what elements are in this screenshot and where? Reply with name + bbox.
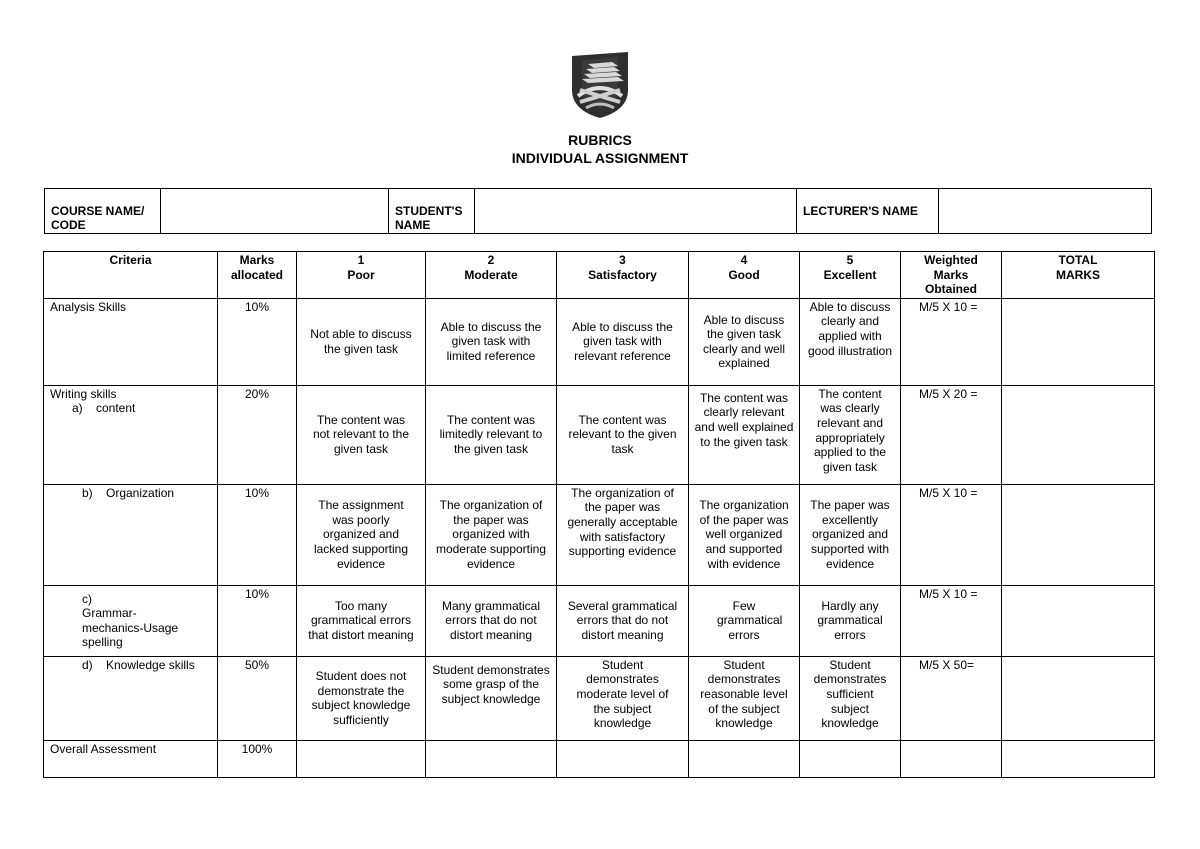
scale-5-number: 5 bbox=[846, 253, 854, 267]
total-marks-cell[interactable] bbox=[1002, 740, 1155, 777]
sub-item-text: content bbox=[96, 401, 136, 416]
scale-5-label: Excellent bbox=[823, 267, 877, 282]
moderate-cell: Student demonstrates some grasp of the subject knowledge bbox=[426, 656, 557, 740]
moderate-cell: Able to discuss the given task with limited reference bbox=[426, 298, 557, 385]
poor-cell: Not able to discuss the given task bbox=[297, 298, 426, 385]
sub-item-text: Grammar-mechanics-Usage spelling bbox=[82, 606, 179, 650]
student-name-field[interactable] bbox=[475, 189, 797, 234]
poor-cell: The content was not relevant to the given task bbox=[297, 385, 426, 484]
rubric-table bbox=[43, 251, 1155, 778]
lecturer-name-label: LECTURER'S NAME bbox=[797, 189, 939, 234]
total-marks-cell[interactable] bbox=[1002, 585, 1155, 656]
student-name-label: STUDENT'S NAME bbox=[389, 189, 475, 234]
rubric-header-row bbox=[44, 252, 1155, 299]
satisfactory-cell bbox=[557, 740, 689, 777]
sub-item-label: c) bbox=[82, 591, 92, 606]
criteria-sub-item bbox=[50, 401, 214, 416]
excellent-cell: Able to discuss clearly and applied with good illustration bbox=[800, 298, 901, 385]
scale-2-label: Moderate bbox=[464, 267, 518, 282]
excellent-cell: Hardly any grammatical errors bbox=[800, 585, 901, 656]
marks-cell: 10% bbox=[218, 484, 297, 585]
good-cell bbox=[689, 740, 800, 777]
poor-cell: The assignment was poorly organized and lacked supporting evidence bbox=[297, 484, 426, 585]
poor-cell: Too many grammatical errors that distort meaning bbox=[297, 585, 426, 656]
satisfactory-cell: Able to discuss the given task with relevant reference bbox=[557, 298, 689, 385]
header-weighted-marks: Weighted Marks Obtained bbox=[901, 252, 1002, 299]
marks-cell: 50% bbox=[218, 656, 297, 740]
excellent-cell bbox=[800, 740, 901, 777]
table-row bbox=[44, 385, 1155, 484]
satisfactory-cell: The content was relevant to the given task bbox=[557, 385, 689, 484]
header-scale-2 bbox=[426, 252, 557, 299]
marks-cell: 20% bbox=[218, 385, 297, 484]
satisfactory-cell: Several grammatical errors that do not distort meaning bbox=[557, 585, 689, 656]
good-cell: Student demonstrates reasonable level of the subject knowledge bbox=[689, 656, 800, 740]
header-scale-1 bbox=[297, 252, 426, 299]
criteria-sub-item bbox=[50, 592, 214, 650]
total-marks-cell[interactable] bbox=[1002, 484, 1155, 585]
criteria-cell: Overall Assessment bbox=[44, 740, 218, 777]
course-name-label: COURSE NAME/ CODE bbox=[45, 189, 161, 234]
marks-cell: 10% bbox=[218, 298, 297, 385]
weighted-marks-cell[interactable]: M/5 X 50= bbox=[901, 656, 1002, 740]
total-marks-cell[interactable] bbox=[1002, 656, 1155, 740]
total-marks-cell[interactable] bbox=[1002, 298, 1155, 385]
sub-item-text: Organization bbox=[106, 485, 175, 500]
criteria-cell bbox=[44, 585, 218, 656]
moderate-cell: The content was limitedly relevant to the given task bbox=[426, 385, 557, 484]
table-row bbox=[44, 484, 1155, 585]
table-row bbox=[44, 740, 1155, 777]
weighted-marks-cell[interactable]: M/5 X 10 = bbox=[901, 585, 1002, 656]
total-marks-cell[interactable] bbox=[1002, 385, 1155, 484]
marks-cell: 10% bbox=[218, 585, 297, 656]
satisfactory-cell: The organization of the paper was generally acceptable with satisfactory supporting evidence bbox=[557, 484, 689, 585]
sub-item-label: d) bbox=[82, 657, 93, 672]
moderate-cell bbox=[426, 740, 557, 777]
sub-item-text: Knowledge skills bbox=[106, 657, 195, 672]
excellent-cell: Student demonstrates sufficient subject knowledge bbox=[800, 656, 901, 740]
lecturer-name-field[interactable] bbox=[939, 189, 1152, 234]
poor-cell bbox=[297, 740, 426, 777]
table-row bbox=[44, 585, 1155, 656]
title-line-rubrics: RUBRICS bbox=[568, 132, 632, 148]
excellent-cell: The content was clearly relevant and appropriately applied to the given task bbox=[800, 385, 901, 484]
good-cell: Able to discuss the given task clearly and well explained bbox=[689, 298, 800, 385]
table-row bbox=[44, 656, 1155, 740]
scale-3-number: 3 bbox=[619, 253, 626, 267]
sub-item-label: a) bbox=[72, 401, 83, 416]
scale-4-label: Good bbox=[728, 267, 760, 282]
good-cell: The organization of the paper was well organized and supported with evidence bbox=[689, 484, 800, 585]
criteria-label: Writing skills bbox=[50, 386, 117, 401]
criteria-cell: Analysis Skills bbox=[44, 298, 218, 385]
sub-item-label: b) bbox=[82, 485, 93, 500]
criteria-cell bbox=[44, 656, 218, 740]
scale-4-number: 4 bbox=[740, 253, 748, 267]
satisfactory-cell: Student demonstrates moderate level of the subject knowledge bbox=[557, 656, 689, 740]
header-scale-5 bbox=[800, 252, 901, 299]
good-cell: The content was clearly relevant and well explained to the given task bbox=[689, 385, 800, 484]
poor-cell: Student does not demonstrate the subject knowledge sufficiently bbox=[297, 656, 426, 740]
document-title bbox=[0, 131, 1200, 167]
moderate-cell: The organization of the paper was organized with moderate supporting evidence bbox=[426, 484, 557, 585]
marks-cell: 100% bbox=[218, 740, 297, 777]
scale-3-label: Satisfactory bbox=[588, 267, 657, 282]
weighted-marks-cell[interactable]: M/5 X 20 = bbox=[901, 385, 1002, 484]
criteria-cell bbox=[44, 385, 218, 484]
good-cell: Few grammatical errors bbox=[689, 585, 800, 656]
excellent-cell: The paper was excellently organized and supported with evidence bbox=[800, 484, 901, 585]
weighted-marks-cell[interactable]: M/5 X 10 = bbox=[901, 298, 1002, 385]
info-table bbox=[44, 188, 1152, 234]
header-scale-4 bbox=[689, 252, 800, 299]
weighted-marks-cell[interactable] bbox=[901, 740, 1002, 777]
criteria-cell bbox=[44, 484, 218, 585]
university-crest-icon bbox=[568, 50, 632, 120]
criteria-sub-item bbox=[50, 486, 214, 501]
title-line-assignment: INDIVIDUAL ASSIGNMENT bbox=[511, 150, 689, 166]
header-criteria: Criteria bbox=[44, 252, 218, 299]
moderate-cell: Many grammatical errors that do not distort meaning bbox=[426, 585, 557, 656]
table-row bbox=[44, 298, 1155, 385]
header-total-marks: TOTAL MARKS bbox=[1002, 252, 1155, 299]
course-name-field[interactable] bbox=[161, 189, 389, 234]
weighted-marks-cell[interactable]: M/5 X 10 = bbox=[901, 484, 1002, 585]
scale-1-number: 1 bbox=[357, 253, 365, 267]
header-marks: Marks allocated bbox=[218, 252, 297, 299]
header-scale-3 bbox=[557, 252, 689, 299]
criteria-sub-item bbox=[50, 658, 214, 673]
scale-2-number: 2 bbox=[487, 253, 495, 267]
scale-1-label: Poor bbox=[347, 267, 375, 282]
